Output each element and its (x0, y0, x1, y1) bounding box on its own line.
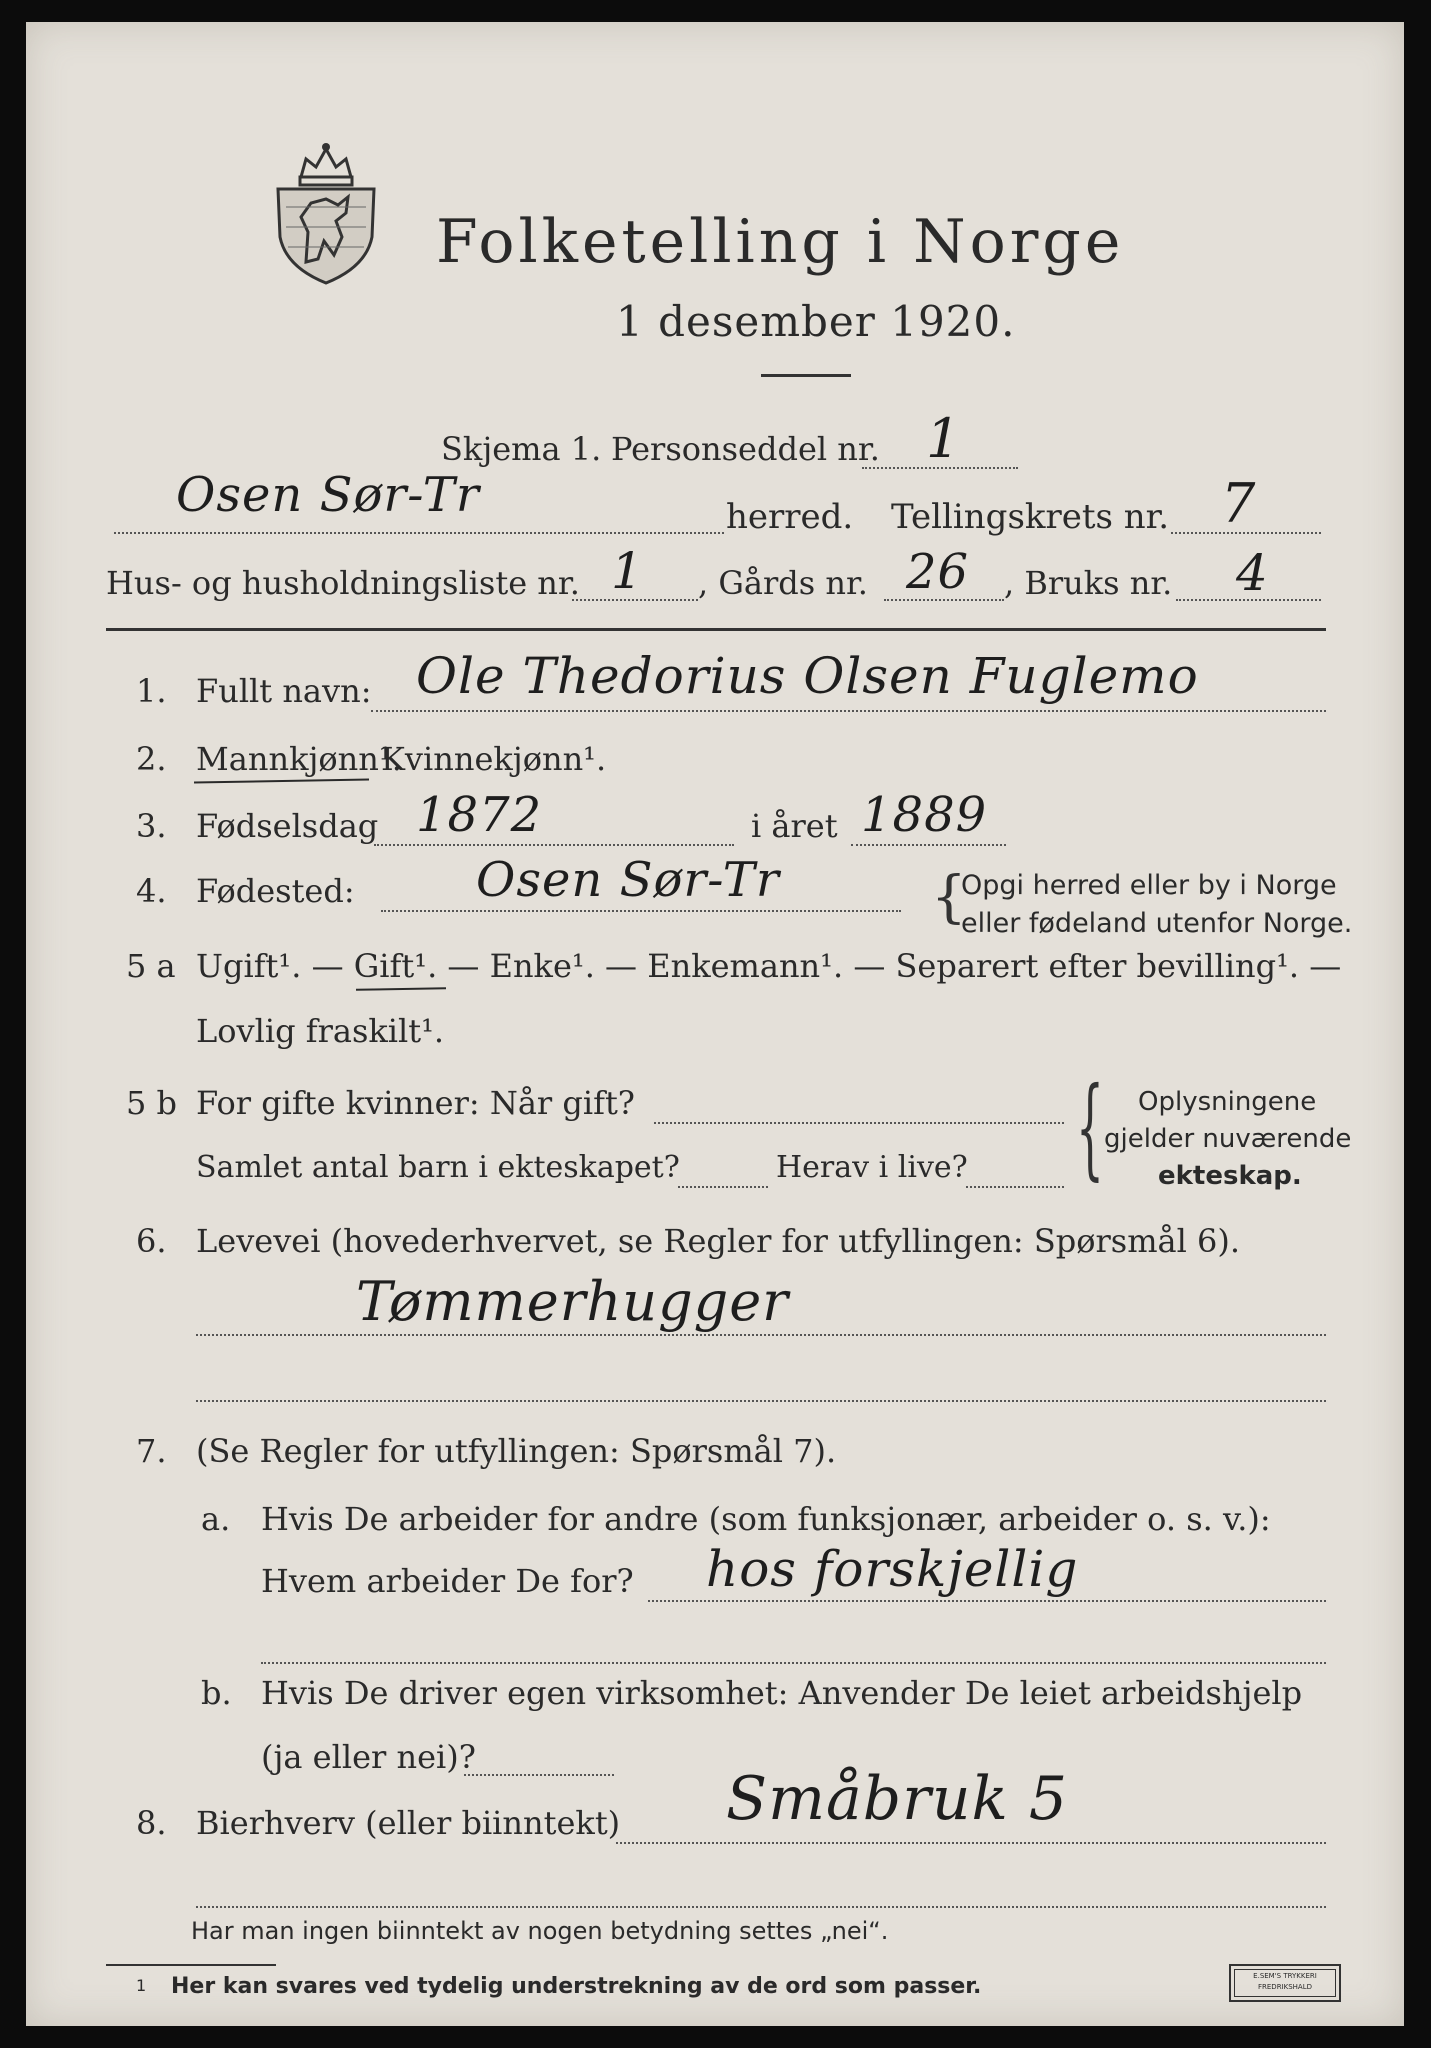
personseddel-label: Personseddel nr. (611, 430, 880, 468)
herred-value: Osen Sør-Tr (176, 467, 480, 523)
q1-label: Fullt navn: (196, 672, 372, 710)
q3-label: Fødselsdag (196, 807, 379, 845)
title-divider (761, 374, 851, 377)
q7-label: (Se Regler for utfyllingen: Spørsmål 7). (196, 1432, 837, 1470)
q2-female-option: Kvinnekjønn¹. (381, 740, 607, 778)
q7b-line1: Hvis De driver egen virksomhet: Anvender De leiet arbeidshjelp (261, 1674, 1303, 1712)
q6-line1 (196, 1334, 1326, 1336)
header-divider (106, 628, 1326, 631)
q3-number: 3. (136, 807, 167, 845)
bruks-label: , Bruks nr. (1004, 564, 1173, 602)
q7b-letter: b. (201, 1674, 232, 1712)
schema-label: Skjema 1. (441, 430, 602, 468)
q8-label: Bierhverv (eller biinntekt) (196, 1804, 621, 1842)
coat-of-arms-icon (266, 137, 386, 287)
q8-line2 (196, 1906, 1326, 1908)
gards-value: 26 (906, 544, 970, 600)
q4-note-line1: Opgi herred eller by i Norge (961, 870, 1337, 901)
tellingskrets-value: 7 (1221, 472, 1257, 535)
q7b-line (464, 1774, 614, 1776)
q7a-employer-line (648, 1600, 1326, 1602)
q4-label: Fødested: (196, 872, 355, 910)
q6-number: 6. (136, 1222, 167, 1260)
q4-note-brace: { (931, 865, 967, 930)
q5b-alive-line (966, 1186, 1064, 1188)
q7b-line2: (ja eller nei)? (261, 1738, 476, 1776)
q7a-letter: a. (201, 1500, 231, 1538)
hus-label: Hus- og husholdningsliste nr. (106, 564, 580, 602)
q6-label: Levevei (hovederhvervet, se Regler for utfyllingen: Spørsmål 6). (196, 1222, 1241, 1260)
q4-note-line2: eller fødeland utenfor Norge. (961, 908, 1353, 939)
q3-day-line (374, 844, 734, 846)
q5b-line2-alive: Herav i live? (776, 1150, 968, 1185)
tellingskrets-label: Tellingskrets nr. (891, 497, 1170, 537)
q3-year-label: i året (751, 807, 838, 845)
q7a-extra-line (261, 1662, 1326, 1664)
q2-male-option: Mannkjønn¹. (196, 740, 402, 778)
q6-value: Tømmerhugger (356, 1270, 789, 1333)
q4-line (381, 910, 901, 912)
q4-value: Osen Sør-Tr (476, 852, 780, 908)
footer-note: Har man ingen biinntekt av nogen betydning settes „nei“. (191, 1917, 889, 1945)
census-date: 1 desember 1920. (616, 297, 1016, 346)
herred-label: herred. (726, 497, 854, 537)
printer-name: E.SEM'S TRYKKERI (1253, 1972, 1317, 1980)
footnote-number: 1 (136, 1976, 147, 1995)
q5a-gift-underline (356, 987, 446, 991)
q5b-note-3: ekteskap. (1158, 1161, 1302, 1191)
footnote-text: Her kan svares ved tydelig understrekning av de ord som passer. (171, 1974, 982, 1999)
q5b-line1: For gifte kvinner: Når gift? (196, 1084, 635, 1122)
q2-number: 2. (136, 740, 167, 778)
q8-number: 8. (136, 1804, 167, 1842)
q5a-number: 5 a (126, 947, 176, 985)
q7-number: 7. (136, 1432, 167, 1470)
q3-year-line (851, 844, 1006, 846)
printer-city: FREDRIKSHALD (1257, 1983, 1312, 1991)
q5b-line2-children: Samlet antal barn i ekteskapet? (196, 1150, 680, 1185)
q3-value: 1872 (416, 787, 543, 843)
q5b-number: 5 b (126, 1084, 178, 1122)
hus-value: 1 (611, 542, 644, 600)
q3-year-value: 1889 (861, 787, 988, 843)
bruks-value: 4 (1236, 544, 1269, 602)
q5b-note-2: gjelder nuværende (1104, 1124, 1352, 1154)
q7a-line2: Hvem arbeider De for? (261, 1562, 634, 1600)
q5b-married-line (654, 1122, 1064, 1124)
q1-number: 1. (136, 672, 167, 710)
q5a-line2: Lovlig fraskilt¹. (196, 1012, 445, 1050)
q6-line2 (196, 1400, 1326, 1402)
census-form (26, 22, 1404, 2026)
herred-line (114, 532, 724, 534)
printer-stamp (1229, 1964, 1341, 2002)
footnote-divider (106, 1964, 276, 1966)
q8-value: Småbruk 5 (726, 1764, 1069, 1834)
q7a-line1: Hvis De arbeider for andre (som funksjonær, arbeider o. s. v.): (261, 1500, 1271, 1538)
personseddel-value: 1 (926, 407, 962, 470)
q5b-children-line (678, 1186, 768, 1188)
q5b-note-brace: { (1076, 1063, 1104, 1191)
page-title: Folketelling i Norge (436, 207, 1125, 277)
q2-male-underline (194, 778, 369, 783)
q5a-line1: Ugift¹. — Gift¹. — Enke¹. — Enkemann¹. — Separert efter bevilling¹. — (196, 947, 1342, 985)
gards-label: , Gårds nr. (698, 564, 868, 602)
q7a-value: hos forskjellig (706, 1540, 1079, 1598)
q1-value: Ole Thedorius Olsen Fuglemo (416, 647, 1199, 705)
q8-line (616, 1842, 1326, 1844)
q1-line (371, 710, 1326, 712)
q4-number: 4. (136, 872, 167, 910)
q5b-note-1: Oplysningene (1138, 1087, 1317, 1117)
